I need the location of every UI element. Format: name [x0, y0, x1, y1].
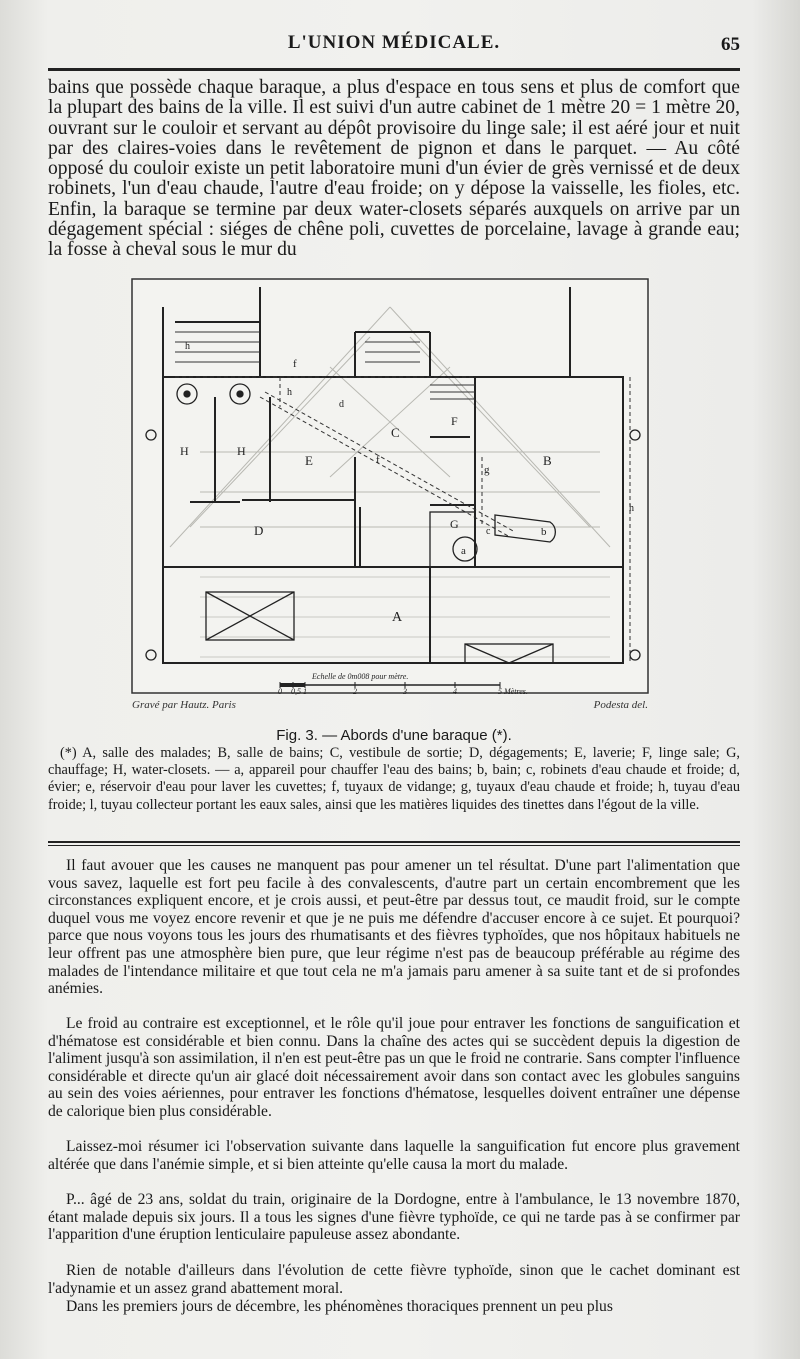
figure-legend: (*) A, salle des malades; B, salle de bains; C, vestibule de sortie; D, dégagements; E, laverie; F, linge sale; G, chauffage; H, water-closets. — a, appareil pour chauffer l'eau des bains; b, bain; c, robinets d'eau chaude et froide; d, évier; e, réservoir d'eau pour laver les cuvettes; f, tuyaux de vidange; g, tuyaux d'eau chaude et froide; h, tuyau d'eau froide; l, tuyau collecteur portant les eaux sales, ainsi que les matières liquides des tinettes dans l'égout de la ville.: [48, 745, 740, 813]
scale-tick-label: 2: [353, 687, 357, 695]
label-c: c: [486, 526, 491, 537]
scale-tick-label: 0: [278, 687, 282, 695]
scale-tick-label: 1: [303, 687, 307, 695]
figure-caption: Fig. 3. — Abords d'une baraque (*).: [276, 727, 512, 744]
floor-boards: [200, 577, 610, 657]
label-h-right: h: [629, 503, 634, 514]
body-paragraph-5: Rien de notable d'ailleurs dans l'évolution de cette fièvre typhoïde, sinon que le cachet dominant est l'adynamie et un assez grand abattement moral.: [48, 1262, 740, 1297]
scale-bar: [280, 672, 500, 687]
floor-plan-drawing: [130, 277, 650, 695]
scale-tick-label: 5 Mètres.: [498, 687, 528, 695]
section-rule-thick: [48, 841, 740, 843]
body-paragraph-1: Il faut avouer que les causes ne manquent pas pour amener un tel résultat. D'une part l'alimentation que vous savez, laquelle est fort peu facile à des convalescents, d'autre part un certain encombrement que les circonstances expliquent encore, et je crois aussi, et peut-être par dessus tout, ce maudit froid, sur le compte duquel vous me voyez encore revenir et que je ne puis me défendre d'accuser encore à ce sujet. Et pourquoi? parce que nous voyons tous les jours des rhumatisants et des fièvres typhoïdes, que nos hôpitaux habituels ne leur offrent pas une atmosphère bien pure, que leur régime n'est pas de beaucoup préférable au régime des malades de l'intendance militaire et que tout cela ne m'a jamais paru amener à sa suite tant et de si profondes anémies.: [48, 857, 740, 998]
label-f-diagonal: f: [376, 454, 380, 466]
room-label-e: E: [305, 453, 313, 468]
top-paragraph: bains que possède chaque baraque, a plus d'espace en tous sens et plus de comfort que la plupart des bains de la ville. Il est suivi d'un autre cabinet de 1 mètre 20 = 1 mètre 20, ouvrant sur le couloir et servant au dépôt provisoire du linge sale; il est aéré jour et nuit par des claires-voies dans le revêtement de pignon et dans le parquet. — Au côté opposé du couloir existe un petit laboratoire muni d'un évier de grès vernissé et de deux robinets, l'un d'eau chaude, l'autre d'eau froide; on y dépose la vaisselle, les fioles, etc. Enfin, la baraque se termine par deux water-closets séparés auxquels on arrive par un dégagement spécial : siéges de chêne poli, cuvettes de porcelaine, lavage à grande eau; la fosse à cheval sous le mur du: [48, 77, 740, 261]
scale-tick-label: 0,5: [291, 687, 301, 695]
draughtsman-credit: Podesta del.: [593, 699, 648, 711]
room-label-d: D: [254, 523, 264, 538]
scale-tick-label: 3: [403, 687, 407, 695]
header-rule: [48, 68, 740, 71]
label-g: g: [484, 464, 490, 476]
label-f-top: f: [293, 358, 297, 370]
floor-plan-figure: [130, 277, 650, 695]
room-label-a: A: [392, 610, 403, 625]
body-paragraph-6: Dans les premiers jours de décembre, les phénomènes thoraciques prennent un peu plus: [66, 1298, 613, 1315]
room-label-g-upper: G: [450, 517, 459, 531]
scale-title: Echelle de 0m008 pour mètre.: [312, 672, 409, 681]
room-labels: [180, 341, 634, 625]
running-title: L'UNION MÉDICALE.: [287, 32, 501, 53]
page-number: 65: [721, 34, 740, 55]
scale-tick-label: 4: [453, 687, 457, 695]
label-b: b: [541, 526, 547, 538]
body-paragraph-2: Le froid au contraire est exceptionnel, et le rôle qu'il joue pour entraver les fonctions de sanguification et d'hématose est considérable et bien connu. Dans la chaîne des actes qui se succèdent depuis la digestion de l'aliment jusqu'à son assimilation, il n'en est peut-être pas un que le froid ne contrarie. Sans compter l'influence considérable et directe qu'un air glacé doit nécessairement avoir dans son contact avec les globules sanguins au sein des voies aériennes, pour entraver les fonctions d'hématose, lesquelles doivent entraîner une dépense de calorique bien plus considérable.: [48, 1015, 740, 1120]
label-h-stair: h: [185, 341, 190, 352]
room-label-h-left: H: [180, 444, 189, 458]
room-label-f-upper: F: [451, 414, 458, 428]
section-rule-thin: [48, 845, 740, 846]
room-label-c: C: [391, 425, 400, 440]
room-label-b: B: [543, 453, 552, 468]
figure-credits: [130, 699, 650, 717]
engraver-credit: Gravé par Hautz. Paris: [132, 699, 236, 711]
page-header: [48, 32, 740, 62]
label-h-pipe: h: [287, 387, 292, 398]
body-paragraph-4: P... âgé de 23 ans, soldat du train, originaire de la Dordogne, entre à l'ambulance, le 13 novembre 1870, étant malade depuis six jours. Il a tous les signes d'une fièvre typhoïde, ce qui ne tarde pas à se confirmer par l'apparition d'une éruption lenticulaire papuleuse assez abondante.: [48, 1191, 740, 1244]
room-label-h-right: H: [237, 444, 246, 458]
background-hatching: [170, 307, 610, 547]
label-a: a: [461, 545, 466, 557]
body-paragraph-3: Laissez-moi résumer ici l'observation suivante dans laquelle la sanguification fut encore plus gravement altérée que dans l'anémie simple, et si bien atteinte qu'elle causa la mort du malade.: [48, 1138, 740, 1173]
label-d: d: [339, 399, 344, 410]
